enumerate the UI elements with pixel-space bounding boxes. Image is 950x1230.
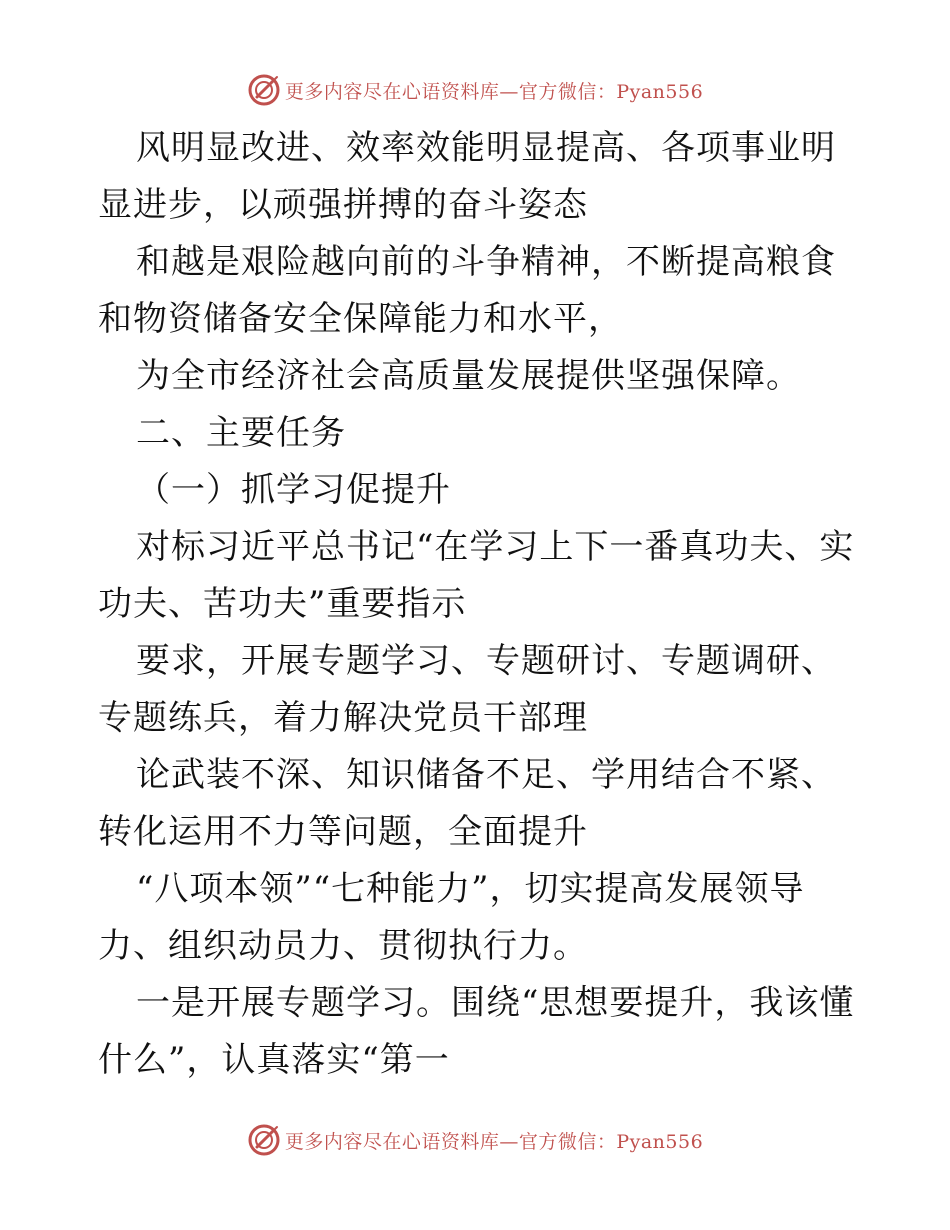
document-body (98, 120, 858, 1089)
footer-banner (0, 1120, 950, 1160)
section-heading: 二、主要任务 (136, 413, 346, 453)
banner-text: 更多内容尽在心语资料库—官方微信：Pyan556 (284, 80, 704, 103)
subsection-heading: （一）抓学习促提升 (136, 470, 451, 510)
paragraph: “八项本领”“七种能力”，切实提高发展领导力、组织动员力、贯彻执行力。 (98, 869, 805, 966)
paragraph: 为全市经济社会高质量发展提供坚强保障。 (136, 356, 801, 396)
paragraph: 和越是艰险越向前的斗争精神，不断提高粮食和物资储备安全保障能力和水平， (98, 242, 836, 339)
logo-icon (247, 73, 281, 107)
header-banner (0, 70, 950, 110)
paragraph: 论武装不深、知识储备不足、学用结合不紧、转化运用不力等问题，全面提升 (98, 755, 836, 852)
paragraph: 要求，开展专题学习、专题研讨、专题调研、专题练兵，着力解决党员干部理 (98, 641, 836, 738)
paragraph: 一是开展专题学习。围绕“思想要提升，我该懂什么”，认真落实“第一 (98, 983, 855, 1080)
paragraph: 风明显改进、效率效能明显提高、各项事业明显进步，以顽强拼搏的奋斗姿态 (98, 128, 836, 225)
logo-icon (247, 1123, 281, 1157)
paragraph: 对标习近平总书记“在学习上下一番真功夫、实功夫、苦功夫”重要指示 (98, 527, 855, 624)
banner-text: 更多内容尽在心语资料库—官方微信：Pyan556 (284, 1130, 704, 1153)
